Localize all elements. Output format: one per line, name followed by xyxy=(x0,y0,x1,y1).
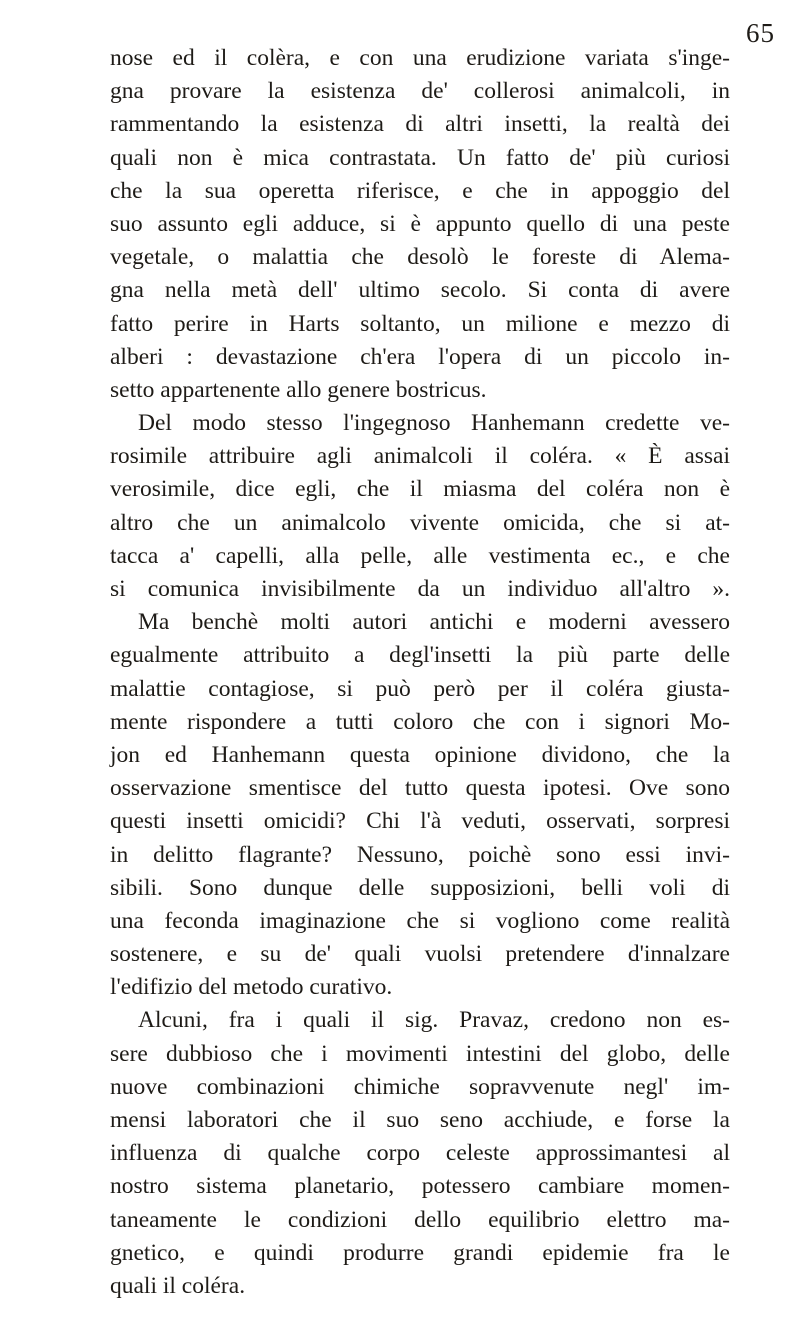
page-number: 65 xyxy=(746,18,775,48)
body-text xyxy=(110,42,730,1303)
text-line: sostenere, e su de' quali vuolsi pretendere d'innalzare xyxy=(110,941,730,968)
text-line: sere dubbioso che i movimenti intestini del globo, delle xyxy=(110,1040,730,1067)
text-line: una feconda imaginazione che si vogliono come realità xyxy=(110,907,730,934)
text-line: fatto perire in Harts soltanto, un milione e mezzo di xyxy=(110,310,730,337)
text-line: Alcuni, fra i quali il sig. Pravaz, credono non es- xyxy=(138,1007,730,1034)
text-line: influenza di qualche corpo celeste approssimantesi al xyxy=(110,1140,730,1167)
text-line: Ma benchè molti autori antichi e moderni avessero xyxy=(138,609,730,636)
text-line: nuove combinazioni chimiche sopravvenute negl' im- xyxy=(110,1073,730,1100)
text-line: jon ed Hanhemann questa opinione dividono, che la xyxy=(110,741,730,768)
text-line: Del modo stesso l'ingegnoso Hanhemann credette ve- xyxy=(138,410,730,437)
text-line: in delitto flagrante? Nessuno, poichè sono essi invi- xyxy=(110,841,730,868)
text-line: verosimile, dice egli, che il miasma del coléra non è xyxy=(110,476,730,503)
text-line: gna provare la esistenza de' collerosi animalcoli, in xyxy=(110,78,730,105)
text-line: quali il coléra. xyxy=(110,1272,246,1299)
text-line: nose ed il colèra, e con una erudizione variata s'inge- xyxy=(110,45,730,71)
text-line: si comunica invisibilmente da un individuo all'altro ». xyxy=(110,576,730,602)
text-line: l'edifizio del metodo curativo. xyxy=(110,974,393,1001)
text-line: malattie contagiose, si può però per il coléra giusta- xyxy=(110,675,730,702)
text-line: tacca a' capelli, alla pelle, alle vestimenta ec., e che xyxy=(110,542,730,569)
text-line: mente rispondere a tutti coloro che con i signori Mo- xyxy=(110,708,730,735)
text-line: egualmente attribuito a degl'insetti la più parte delle xyxy=(110,642,730,669)
text-line: nostro sistema planetario, potessero cambiare momen- xyxy=(110,1173,730,1200)
text-line: suo assunto egli adduce, si è appunto quello di una peste xyxy=(110,210,730,237)
text-line: mensi laboratori che il suo seno acchiude, e forse la xyxy=(110,1107,730,1133)
text-line: setto appartenente allo genere bostricus. xyxy=(110,376,487,403)
text-line: che la sua operetta riferisce, e che in appoggio del xyxy=(110,177,730,204)
text-line: questi insetti omicidi? Chi l'à veduti, osservati, sorpresi xyxy=(110,808,730,835)
text-line: gnetico, e quindi produrre grandi epidemie fra le xyxy=(110,1239,730,1266)
text-line: osservazione smentisce del tutto questa ipotesi. Ove sono xyxy=(110,775,730,802)
text-line: rammentando la esistenza di altri insetti, la realtà dei xyxy=(110,111,730,138)
text-line: sibili. Sono dunque delle supposizioni, belli voli di xyxy=(110,874,730,901)
text-line: alberi : devastazione ch'era l'opera di un piccolo in- xyxy=(110,343,730,370)
text-line: quali non è mica contrastata. Un fatto de' più curiosi xyxy=(110,144,730,171)
text-line: gna nella metà dell' ultimo secolo. Si conta di avere xyxy=(110,277,730,304)
text-line: rosimile attribuire agli animalcoli il coléra. « È assai xyxy=(110,443,730,470)
text-line: taneamente le condizioni dello equilibrio elettro ma- xyxy=(110,1206,730,1233)
text-line: vegetale, o malattia che desolò le foreste di Alema- xyxy=(110,244,730,271)
text-line: altro che un animalcolo vivente omicida, che si at- xyxy=(110,509,730,536)
